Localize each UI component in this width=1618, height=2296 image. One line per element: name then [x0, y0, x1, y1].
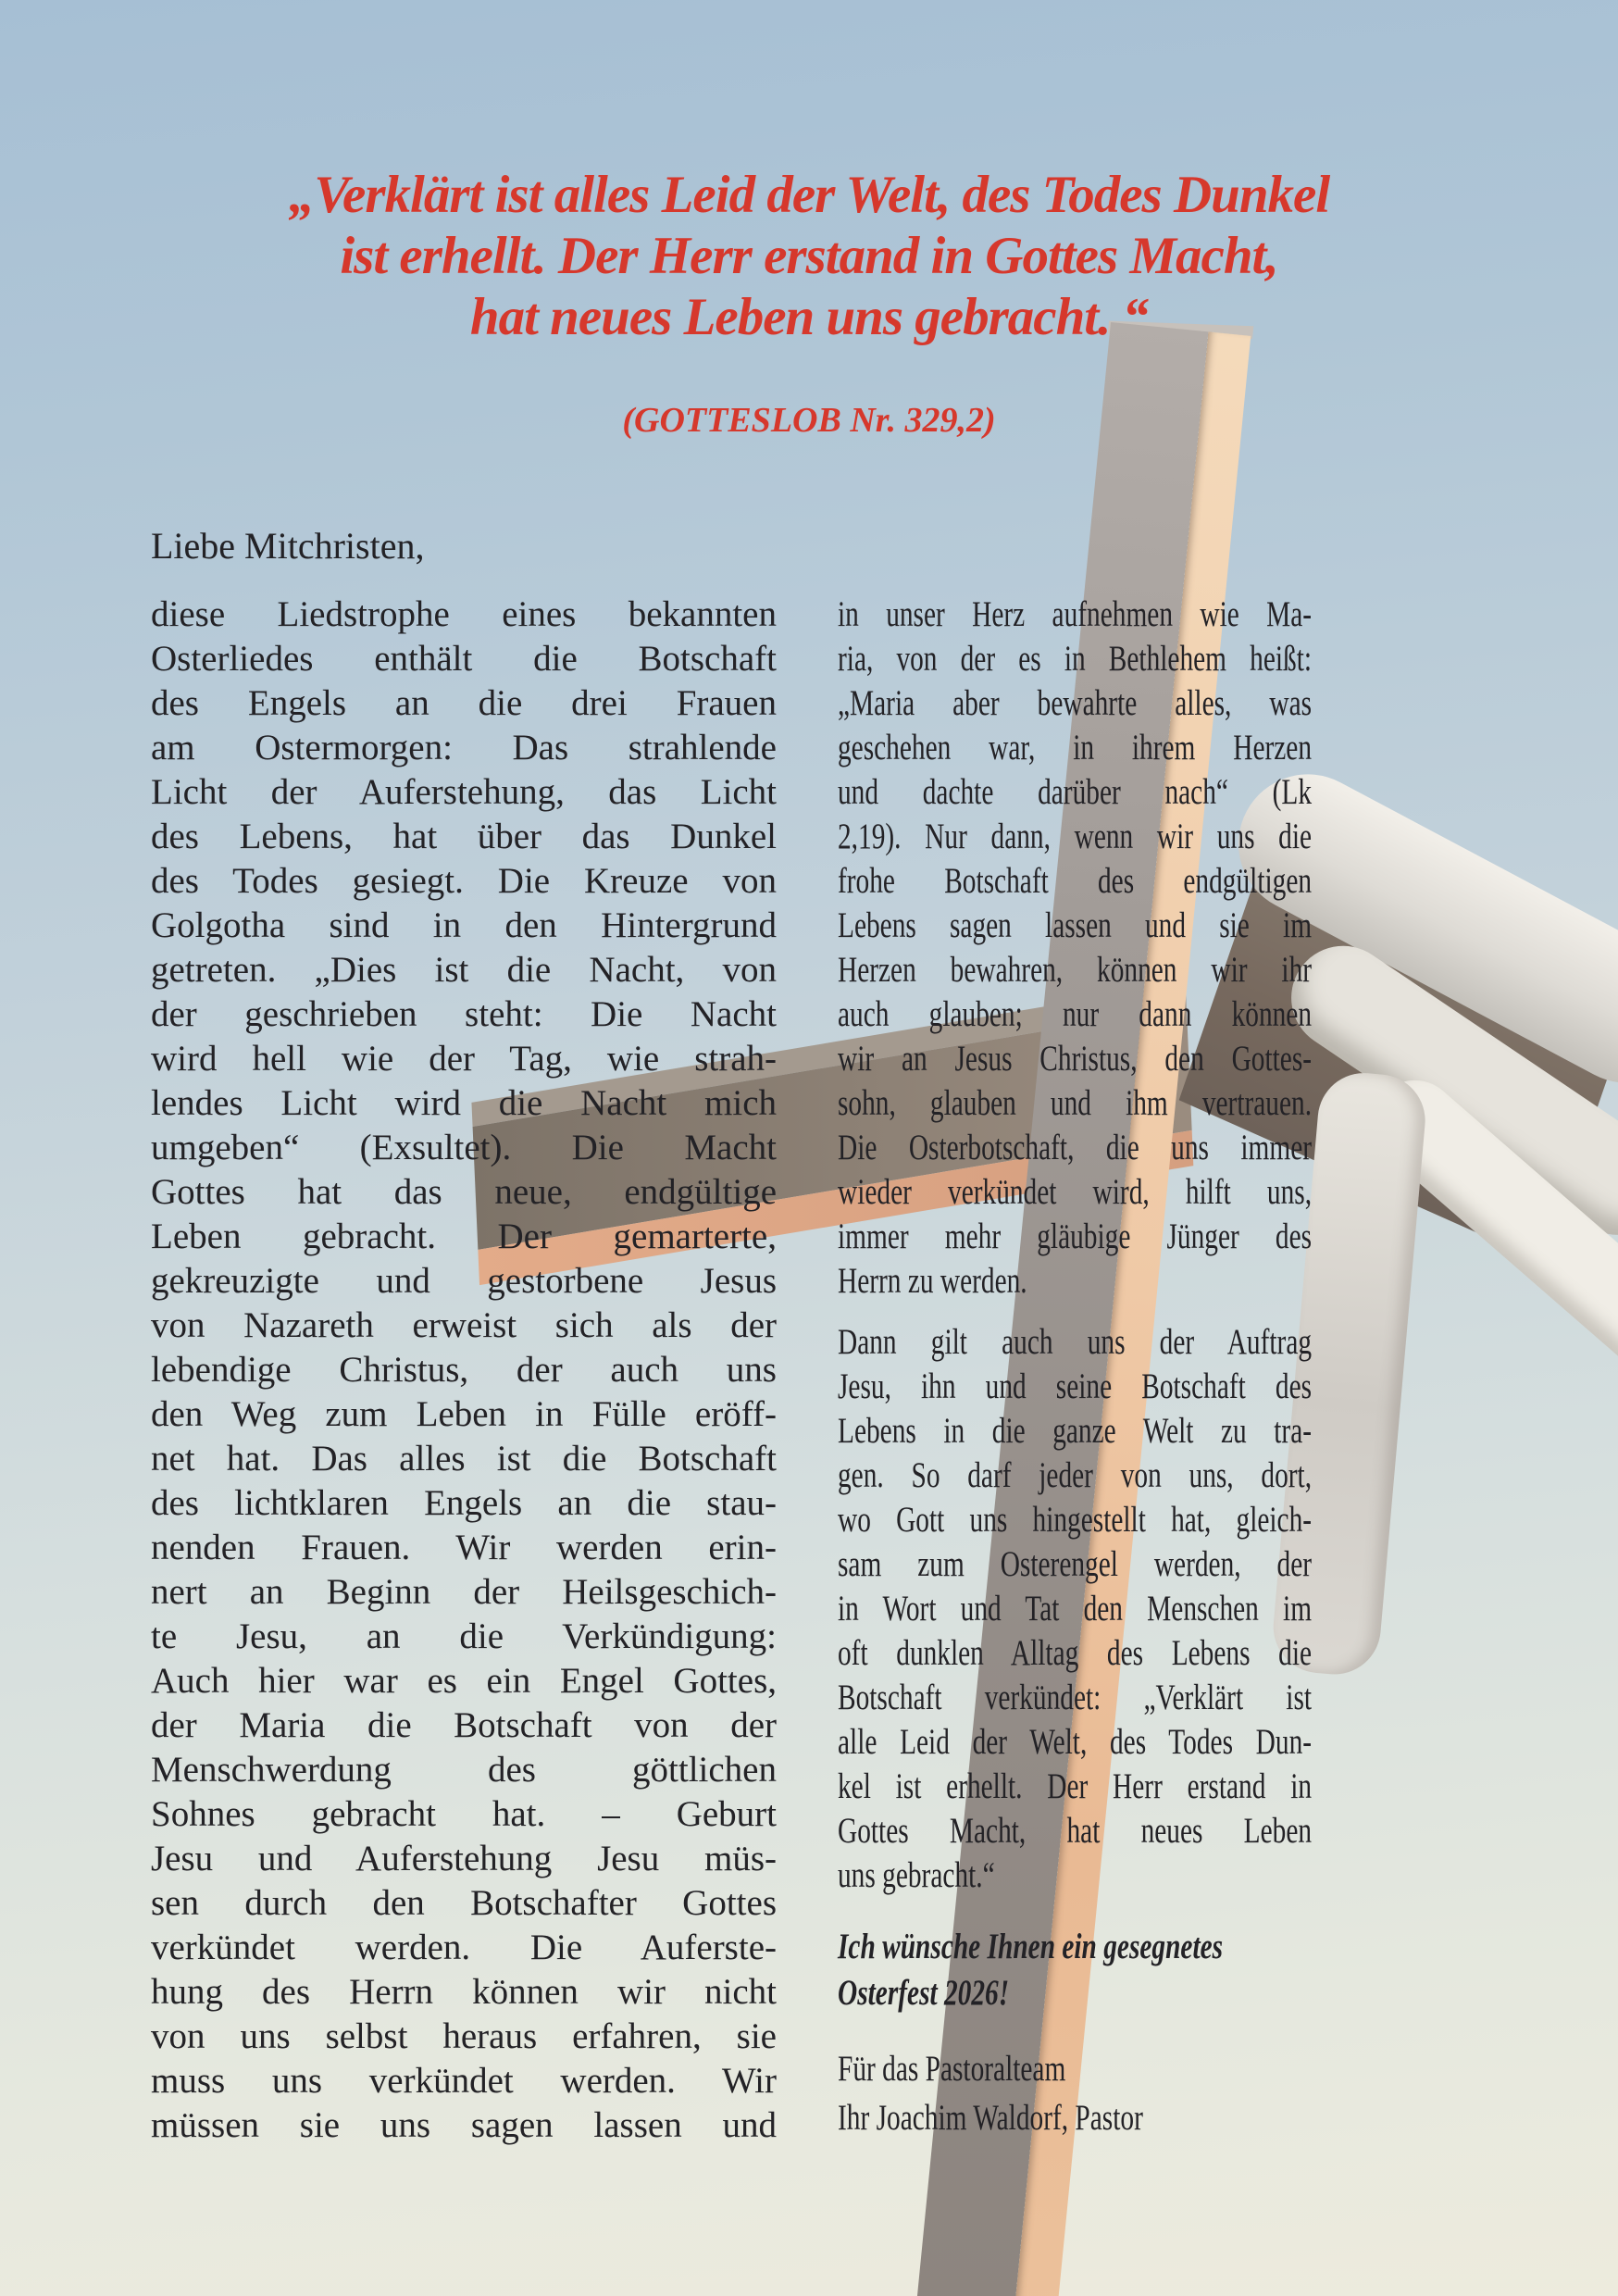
text-line: Ihr Joachim Waldorf, Pastor	[838, 2098, 1143, 2138]
text-line: sen durch den Botschafter Gottes	[151, 1883, 777, 1923]
paragraph	[838, 593, 1312, 1304]
text-line: des Todes gesiegt. Die Kreuze von	[151, 861, 777, 901]
text-line: Dann gilt auch uns der Auftrag	[838, 1322, 1313, 1362]
paragraph-signoff	[838, 2044, 1312, 2142]
text-line: nenden Frauen. Wir werden erin-	[151, 1528, 777, 1567]
text-line: wieder verkündet wird, hilft uns,	[838, 1172, 1313, 1212]
text-line: und dachte darüber nach“ (Lk	[838, 772, 1313, 812]
text-line: den Weg zum Leben in Fülle eröff-	[151, 1394, 777, 1434]
text-line: kel ist erhellt. Der Herr erstand in	[838, 1766, 1313, 1806]
text-line: „Maria aber bewahrte alles, was	[838, 683, 1313, 723]
column-right	[838, 593, 1312, 2142]
text-line: müssen sie uns sagen lassen und	[151, 2105, 777, 2145]
text-line: uns gebracht.“	[838, 1855, 995, 1895]
text-line: Licht der Auferstehung, das Licht	[151, 772, 777, 812]
headline-line-3: hat neues Leben uns gebracht. “	[469, 288, 1149, 346]
text-line: Für das Pastoralteam	[838, 2049, 1066, 2089]
text-line: Herrn zu werden.	[838, 1261, 1027, 1301]
text-line: net hat. Das alles ist die Botschaft	[151, 1439, 777, 1479]
text-line: geschehen war, in ihrem Herzen	[838, 728, 1313, 767]
text-line: verkündet werden. Die Auferste-	[151, 1928, 777, 1967]
text-line: te Jesu, an die Verkündigung:	[151, 1616, 777, 1656]
text-line: 2,19). Nur dann, wenn wir uns die	[838, 817, 1313, 856]
text-line: von uns selbst heraus erfahren, sie	[151, 2016, 777, 2056]
text-line: Osterfest 2026!	[838, 1973, 1010, 2013]
paragraph-wish	[838, 1924, 1312, 2016]
headline-line-2: ist erhellt. Der Herr erstand in Gottes Macht,	[340, 227, 1278, 285]
column-left	[151, 593, 777, 2148]
text-line: in unser Herz aufnehmen wie Ma-	[838, 594, 1313, 634]
text-line: auch glauben; nur dann können	[838, 994, 1313, 1034]
hymnal-citation: (GOTTESLOB Nr. 329,2)	[622, 401, 996, 440]
text-line: diese Liedstrophe eines bekannten	[151, 594, 777, 634]
text-line: Die Osterbotschaft, die uns immer	[838, 1128, 1313, 1167]
text-line: gekreuzigte und gestorbene Jesus	[151, 1261, 777, 1301]
text-line: immer mehr gläubige Jünger des	[838, 1217, 1313, 1256]
text-line: frohe Botschaft des endgültigen	[838, 861, 1313, 901]
headline-quote	[0, 165, 1618, 348]
text-line: des Engels an die drei Frauen	[151, 683, 777, 723]
paragraph	[151, 593, 777, 2148]
text-line: Leben gebracht. Der gemarterte,	[151, 1217, 777, 1256]
text-line: Jesu, ihn und seine Botschaft des	[838, 1366, 1313, 1406]
text-line: Gottes Macht, hat neues Leben	[838, 1811, 1313, 1851]
text-line: Gottes hat das neue, endgültige	[151, 1172, 777, 1212]
text-line: Jesu und Auferstehung Jesu müs-	[151, 1839, 777, 1878]
text-line: der geschrieben steht: Die Nacht	[151, 994, 777, 1034]
text-line: wird hell wie der Tag, wie strah-	[151, 1039, 777, 1079]
text-line: in Wort und Tat den Menschen im	[838, 1589, 1313, 1628]
text-line: Lebens in die ganze Welt zu tra-	[838, 1411, 1313, 1451]
text-line: Lebens sagen lassen und sie im	[838, 905, 1313, 945]
text-line: von Nazareth erweist sich als der	[151, 1305, 777, 1345]
text-line: muss uns verkündet werden. Wir	[151, 2061, 777, 2101]
text-line: der Maria die Botschaft von der	[151, 1705, 777, 1745]
text-line: Osterliedes enthält die Botschaft	[151, 639, 777, 679]
text-line: wo Gott uns hingestellt hat, gleich-	[838, 1500, 1313, 1540]
text-line: gen. So darf jeder von uns, dort,	[838, 1455, 1313, 1495]
text-line: des lichtklaren Engels an die stau-	[151, 1483, 777, 1523]
text-line: Sohnes gebracht hat. – Geburt	[151, 1794, 777, 1834]
text-line: nert an Beginn der Heilsgeschich-	[151, 1572, 777, 1612]
salutation: Liebe Mitchristen,	[151, 525, 425, 567]
text-line: Botschaft verkündet: „Verklärt ist	[838, 1678, 1313, 1717]
text-line: oft dunklen Alltag des Lebens die	[838, 1633, 1313, 1673]
text-line: lebendige Christus, der auch uns	[151, 1350, 777, 1390]
text-line: Auch hier war es ein Engel Gottes,	[151, 1661, 777, 1701]
paragraph	[838, 1320, 1312, 1898]
text-line: Herzen bewahren, können wir ihr	[838, 950, 1313, 990]
text-line: hung des Herrn können wir nicht	[151, 1972, 777, 2012]
text-line: wir an Jesus Christus, den Gottes-	[838, 1039, 1313, 1079]
text-line: Ich wünsche Ihnen ein gesegnetes	[838, 1927, 1224, 1966]
text-line: Menschwerdung des göttlichen	[151, 1750, 777, 1790]
text-line: des Lebens, hat über das Dunkel	[151, 817, 777, 856]
text-line: sohn, glauben und ihm vertrauen.	[838, 1083, 1313, 1123]
text-line: lendes Licht wird die Nacht mich	[151, 1083, 777, 1123]
text-line: am Ostermorgen: Das strahlende	[151, 728, 777, 767]
text-line: getreten. „Dies ist die Nacht, von	[151, 950, 777, 990]
text-line: sam zum Osterengel werden, der	[838, 1544, 1313, 1584]
headline-line-1: „Verklärt ist alles Leid der Welt, des Todes Dunkel	[288, 166, 1330, 224]
text-line: umgeben“ (Exsultet). Die Macht	[151, 1128, 777, 1167]
text-line: alle Leid der Welt, des Todes Dun-	[838, 1722, 1313, 1762]
text-line: Golgotha sind in den Hintergrund	[151, 905, 777, 945]
text-line: ria, von der es in Bethlehem heißt:	[838, 639, 1313, 679]
